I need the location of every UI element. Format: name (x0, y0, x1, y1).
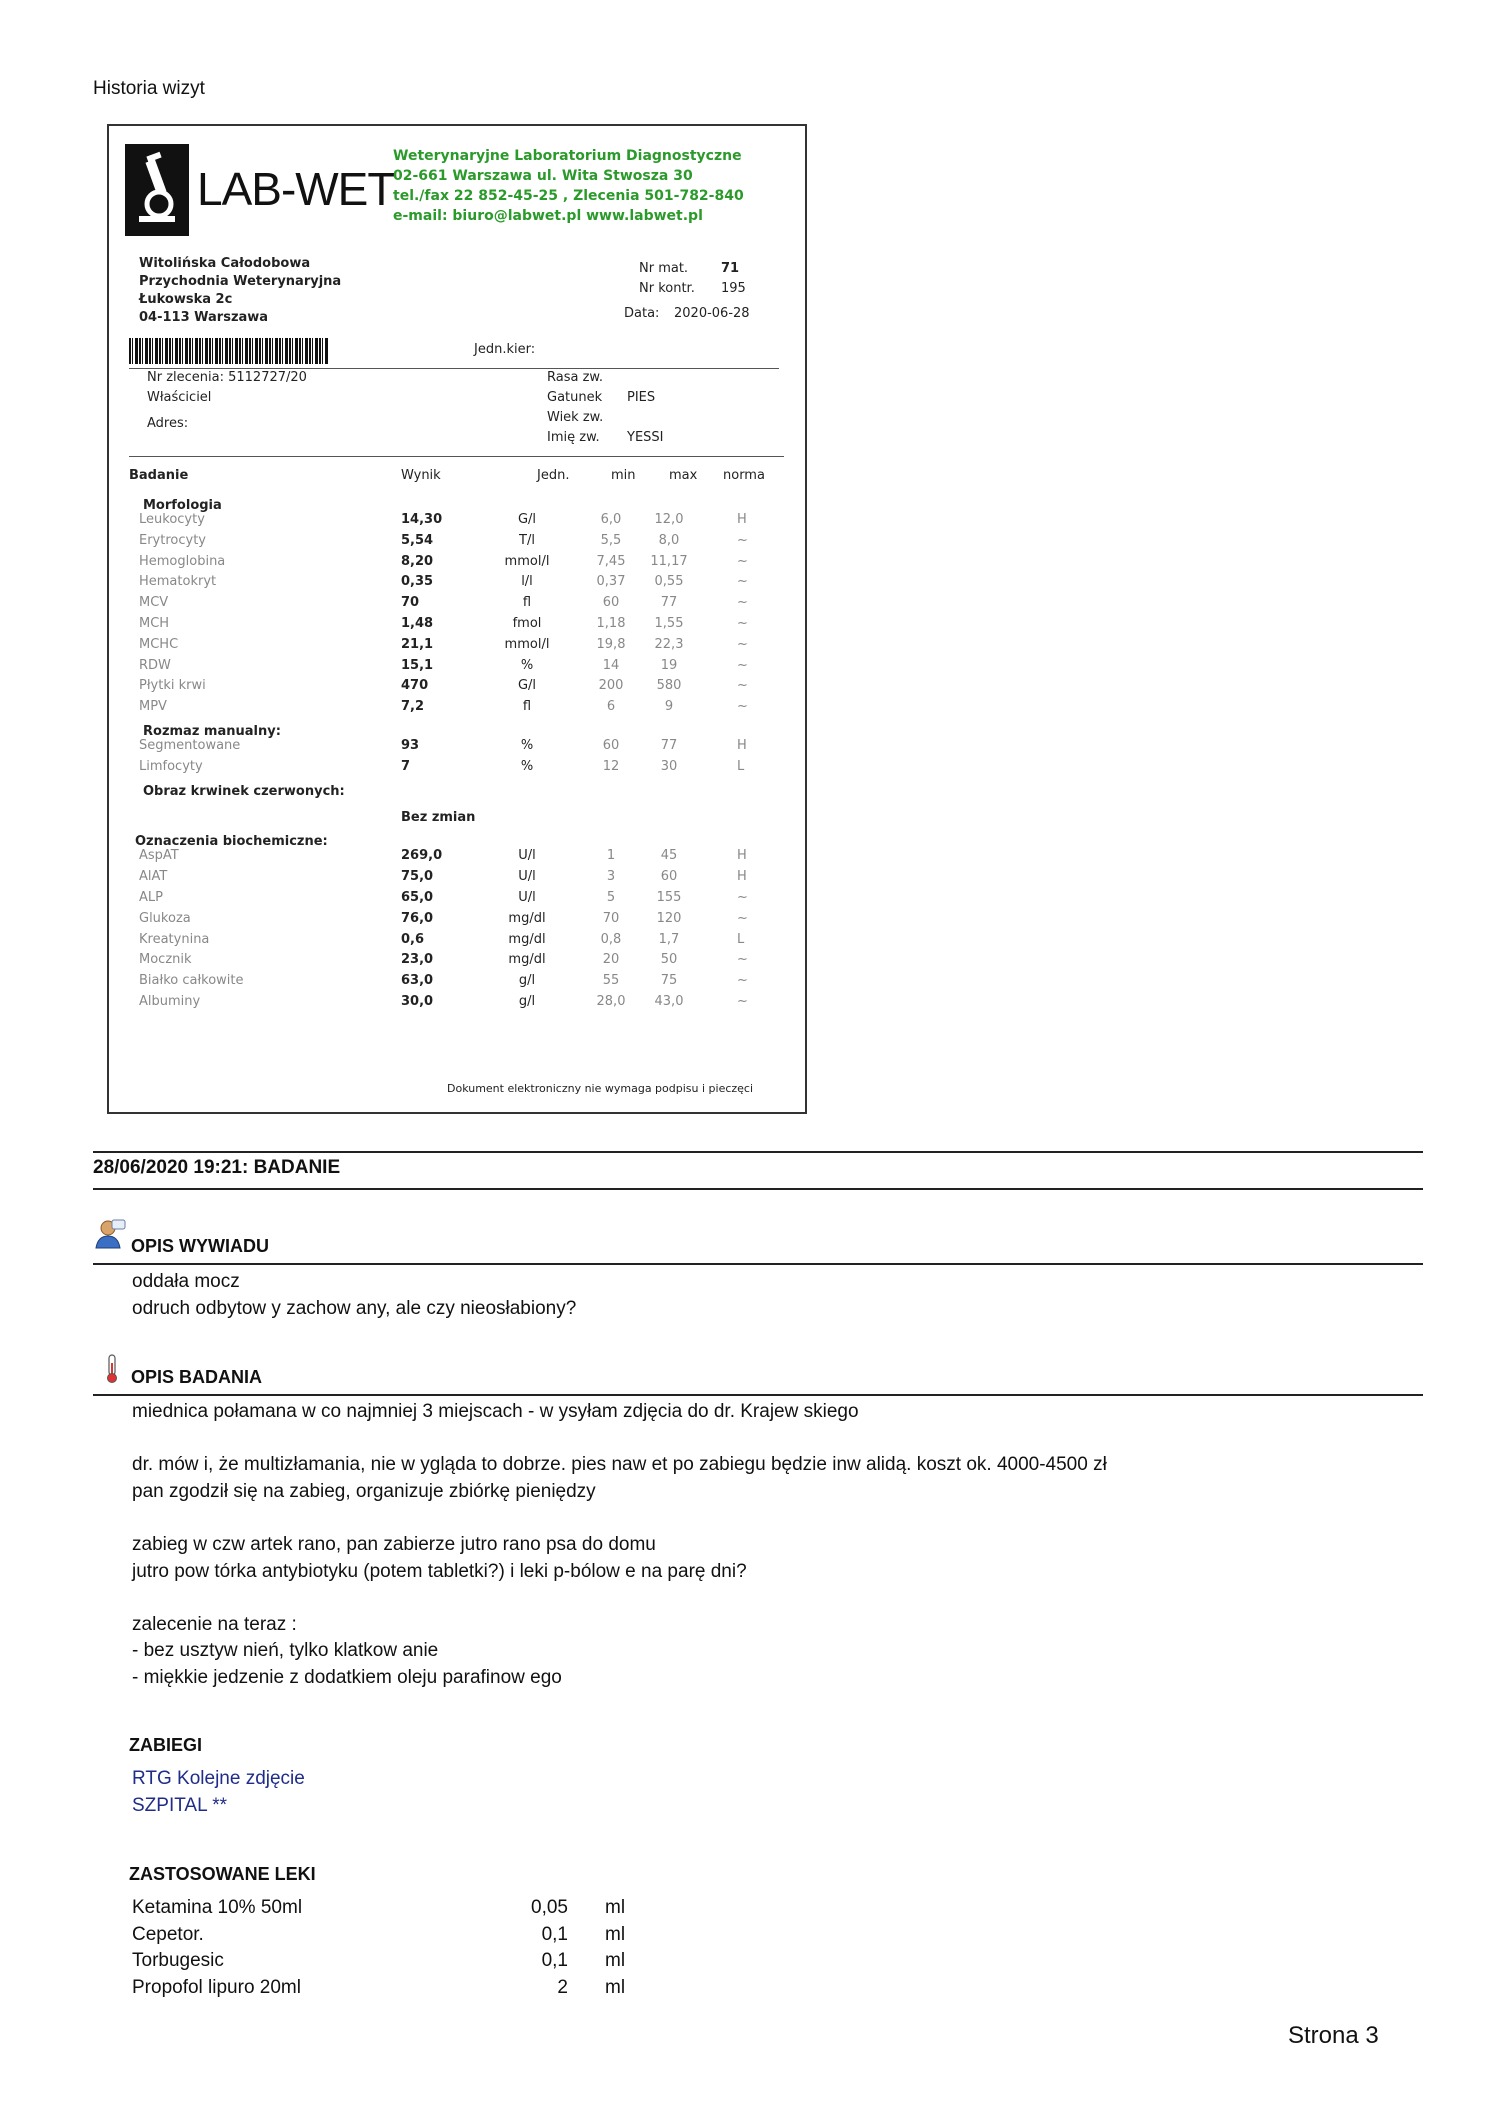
result-unit: % (520, 738, 534, 753)
result-test-name: MCHC (139, 636, 179, 652)
medication-dose: 0,1 (541, 1950, 568, 1972)
age-label: Wiek zw. (547, 410, 604, 425)
result-min: 5,5 (600, 532, 622, 548)
result-max: 77 (660, 738, 678, 753)
electronic-document-note: Dokument elektroniczny nie wymaga podpisu i pieczęci (447, 1082, 754, 1095)
result-max: 120 (656, 910, 682, 926)
name-label: Imię zw. (547, 430, 600, 445)
result-min: 60 (602, 595, 620, 611)
interview-line: oddała mocz (132, 1271, 240, 1292)
barcode-icon (129, 338, 329, 364)
result-unit: fl (522, 699, 532, 715)
result-max: 155 (656, 890, 682, 905)
exam-line: zalecenie na teraz : (132, 1613, 297, 1635)
exam-line: zabieg w czw artek rano, pan zabierze jutro rano psa do domu (132, 1534, 656, 1555)
result-flag: ~ (737, 574, 748, 590)
col-header: Jedn. (537, 468, 570, 483)
result-min: 28,0 (596, 994, 626, 1009)
result-max: 11,17 (650, 553, 688, 569)
result-unit: U/l (518, 869, 536, 885)
exam-line: pan zgodził się na zabieg, organizuje zbiórkę pieniędzy (132, 1480, 596, 1502)
result-value: 1,48 (401, 616, 434, 631)
result-min: 60 (602, 738, 620, 753)
clinic-line: Witolińska Całodobowa (139, 256, 311, 271)
result-test-name: Białko całkowite (139, 973, 244, 989)
results-group-title: Oznaczenia biochemiczne: (135, 834, 328, 850)
result-max: 1,55 (654, 616, 684, 631)
medication-dose: 2 (557, 1977, 568, 1999)
medication-dose: 0,1 (541, 1923, 568, 1945)
result-value: 70 (401, 595, 420, 611)
result-flag: ~ (737, 553, 748, 569)
result-value: 15,1 (401, 657, 434, 673)
result-flag: ~ (737, 699, 748, 715)
result-unit: mmol/l (504, 553, 550, 569)
result-unit: g/l (518, 973, 536, 989)
result-max: 45 (660, 848, 678, 864)
exam-line: - bez usztyw nień, tylko klatkow anie (132, 1640, 439, 1662)
result-value: 30,0 (401, 994, 434, 1009)
result-flag: ~ (737, 657, 748, 673)
col-header: min (611, 468, 636, 483)
col-header: norma (723, 468, 765, 483)
result-test-name: Płytki krwi (139, 678, 206, 694)
interview-title: OPIS WYWIADU (131, 1236, 269, 1256)
result-value: 470 (401, 678, 429, 694)
lab-info-line: Weterynaryjne Laboratorium Diagnostyczne (393, 148, 742, 164)
result-test-name: Segmentowane (139, 738, 241, 753)
exam-title: OPIS BADANIA (131, 1367, 263, 1387)
result-min: 20 (602, 952, 620, 968)
result-value: 5,54 (401, 532, 434, 548)
result-min: 14 (602, 657, 620, 673)
interview-line: odruch odbytow y zachow any, ale czy nieosłabiony? (132, 1298, 577, 1319)
result-unit: fl (522, 595, 532, 611)
col-header: Wynik (401, 468, 441, 483)
result-unit: g/l (518, 994, 536, 1009)
result-test-name: AlAT (139, 869, 168, 885)
results-group-title: Rozmaz manualny: (143, 724, 281, 739)
result-value: 65,0 (401, 890, 434, 905)
result-flag: ~ (737, 616, 748, 631)
microscope-logo-icon (125, 144, 189, 236)
lab-info-line: tel./fax 22 852-45-25 , Zlecenia 501-782-840 (393, 188, 744, 204)
result-min: 6,0 (600, 512, 622, 527)
result-test-name: Erytrocyty (139, 532, 206, 548)
result-flag: ~ (737, 994, 748, 1009)
clinic-line: 04-113 Warszawa (139, 310, 269, 325)
result-min: 6 (606, 699, 616, 715)
result-test-name: Kreatynina (139, 931, 210, 947)
breed-label: Rasa zw. (547, 370, 603, 385)
result-max: 43,0 (654, 994, 684, 1009)
result-min: 1 (606, 848, 616, 864)
result-test-name: AspAT (139, 848, 179, 864)
result-max: 9 (664, 699, 674, 715)
result-unit: U/l (518, 890, 536, 905)
clinic-line: Łukowska 2c (139, 292, 233, 307)
medication-unit: ml (605, 1923, 626, 1945)
result-max: 1,7 (658, 931, 680, 947)
result-unit: fmol (512, 616, 542, 631)
result-test-name: ALP (139, 890, 163, 905)
result-max: 60 (660, 869, 678, 885)
result-value: 269,0 (401, 848, 443, 864)
person-speech-icon (94, 1218, 126, 1250)
thermometer-icon (104, 1353, 120, 1385)
col-header: max (669, 468, 698, 483)
result-max: 12,0 (654, 512, 684, 527)
result-test-name: Mocznik (139, 952, 192, 968)
result-value: 7 (401, 758, 411, 774)
result-min: 0,8 (600, 931, 622, 947)
result-unit: U/l (518, 848, 536, 864)
result-unit: mmol/l (504, 636, 550, 652)
procedures-title: ZABIEGI (129, 1735, 203, 1755)
medication-unit: ml (605, 1897, 626, 1918)
result-flag: L (737, 931, 745, 947)
result-test-name: MPV (139, 699, 167, 715)
owner-label: Właściciel (147, 390, 212, 405)
result-value: Bez zmian (401, 809, 476, 825)
result-value: 93 (401, 738, 420, 753)
exam-line: jutro pow tórka antybiotyku (potem tabletki?) i leki p-bólow e na parę dni? (132, 1560, 747, 1582)
nr-kontr-value: 195 (721, 281, 746, 296)
lab-report-scan (107, 124, 807, 1114)
result-flag: ~ (737, 910, 748, 926)
result-min: 7,45 (596, 553, 626, 569)
result-min: 5 (606, 890, 616, 905)
result-unit: mg/dl (508, 952, 546, 968)
result-value: 7,2 (401, 699, 425, 715)
result-value: 76,0 (401, 910, 434, 926)
result-flag: H (737, 512, 747, 527)
result-max: 30 (660, 758, 678, 774)
page-header-title: Historia wizyt (93, 78, 205, 99)
medication-unit: ml (605, 1950, 626, 1972)
exam-line: dr. mów i, że multizłamania, nie w ygląda to dobrze. pies naw et po zabiegu będzie inw alidą. koszt ok. 4000-4500 zł (132, 1454, 1107, 1476)
result-value: 21,1 (401, 636, 434, 652)
result-max: 22,3 (654, 636, 684, 652)
result-unit: % (520, 758, 534, 774)
result-unit: T/l (519, 532, 535, 548)
result-min: 55 (602, 973, 620, 989)
result-test-name: MCH (139, 616, 170, 631)
medication-name: Ketamina 10% 50ml (132, 1897, 303, 1918)
result-flag: ~ (737, 678, 748, 694)
lab-info-line: e-mail: biuro@labwet.pl www.labwet.pl (393, 208, 703, 224)
medication-dose: 0,05 (531, 1897, 568, 1918)
result-unit: G/l (517, 678, 537, 694)
result-max: 580 (656, 678, 682, 694)
medication-name: Torbugesic (132, 1950, 224, 1972)
result-test-name: RDW (139, 657, 171, 673)
result-value: 14,30 (401, 512, 443, 527)
result-test-name: Hematokryt (139, 574, 217, 590)
exam-line: miednica połamana w co najmniej 3 miejscach - w ysyłam zdjęcia do dr. Krajew skiego (132, 1401, 859, 1422)
medication-name: Propofol lipuro 20ml (132, 1977, 301, 1999)
result-value: 8,20 (401, 553, 434, 569)
result-min: 70 (602, 910, 620, 926)
result-flag: ~ (737, 532, 748, 548)
jedn-kier-label: Jedn.kier: (474, 342, 536, 357)
result-test-name: Albuminy (139, 994, 201, 1009)
result-flag: H (737, 738, 747, 753)
result-test-name: MCV (139, 595, 169, 611)
result-test-name: Limfocyty (139, 758, 203, 774)
result-max: 8,0 (658, 532, 680, 548)
medication-unit: ml (605, 1977, 626, 1999)
result-max: 77 (660, 595, 678, 611)
species-label: Gatunek (547, 390, 603, 405)
result-max: 75 (660, 973, 678, 989)
result-value: 0,6 (401, 931, 425, 947)
result-max: 19 (660, 657, 678, 673)
address-label: Adres: (147, 416, 189, 431)
result-min: 12 (602, 758, 620, 774)
result-unit: G/l (517, 512, 537, 527)
result-flag: H (737, 869, 747, 885)
result-test-name: Hemoglobina (139, 553, 226, 569)
procedure-item[interactable]: SZPITAL ** (132, 1795, 228, 1816)
result-max: 50 (660, 952, 678, 968)
result-value: 63,0 (401, 973, 434, 989)
page-number: Strona 3 (1288, 2022, 1379, 2049)
result-unit: % (520, 657, 534, 673)
result-value: 0,35 (401, 574, 434, 590)
procedure-item[interactable]: RTG Kolejne zdjęcie (132, 1768, 305, 1789)
result-unit: mg/dl (508, 910, 546, 926)
col-header: Badanie (129, 468, 189, 483)
medication-name: Cepetor. (132, 1923, 204, 1945)
result-flag: L (737, 758, 745, 774)
result-flag: ~ (737, 952, 748, 968)
lab-logo-text: LAB-WET (197, 163, 395, 215)
result-value: 75,0 (401, 869, 434, 885)
clinic-line: Przychodnia Weterynaryjna (139, 274, 342, 289)
result-flag: ~ (737, 595, 748, 611)
result-test-name: Leukocyty (139, 512, 205, 527)
nr-mat-value: 71 (721, 261, 740, 276)
result-flag: ~ (737, 890, 748, 905)
result-min: 200 (598, 678, 624, 694)
result-min: 3 (606, 869, 616, 885)
results-group-title: Obraz krwinek czerwonych: (143, 783, 345, 799)
result-flag: ~ (737, 636, 748, 652)
visit-header: 28/06/2020 19:21: BADANIE (93, 1157, 341, 1178)
result-test-name: Glukoza (139, 910, 191, 926)
result-flag: H (737, 848, 747, 864)
lab-info-line: 02-661 Warszawa ul. Wita Stwosza 30 (393, 168, 693, 184)
result-max: 0,55 (654, 574, 684, 590)
result-min: 19,8 (596, 636, 626, 652)
result-min: 0,37 (596, 574, 626, 590)
nr-mat-label: Nr mat. (639, 261, 689, 276)
nr-kontr-label: Nr kontr. (639, 281, 695, 296)
name-value: YESSI (627, 430, 664, 445)
result-unit: mg/dl (508, 931, 546, 947)
order-number: Nr zlecenia: 5112727/20 (147, 370, 307, 385)
results-group-title: Morfologia (143, 498, 222, 513)
exam-line: - miękkie jedzenie z dodatkiem oleju parafinow ego (132, 1667, 562, 1688)
date-label: Data: (624, 306, 660, 321)
species-value: PIES (627, 390, 656, 405)
result-flag: ~ (737, 973, 748, 989)
result-min: 1,18 (596, 616, 626, 631)
result-unit: l/l (521, 574, 533, 590)
result-value: 23,0 (401, 952, 434, 968)
medications-title: ZASTOSOWANE LEKI (129, 1864, 316, 1884)
date-value: 2020-06-28 (674, 306, 750, 321)
